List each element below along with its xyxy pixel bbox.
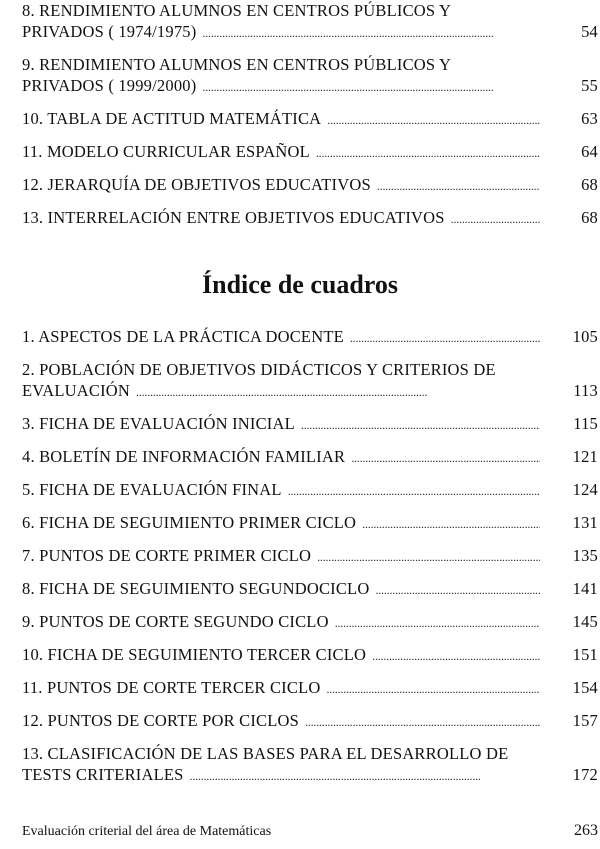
toc-page-number: 157	[572, 711, 598, 730]
toc-entry-last-line	[22, 413, 598, 436]
toc-page-number: 145	[572, 612, 598, 631]
page-number: 263	[574, 822, 598, 839]
toc-entry-text: 13. INTERRELACIÓN ENTRE OBJETIVOS EDUCATIVOS	[22, 208, 445, 227]
toc-entry-last-line	[22, 326, 598, 349]
toc-entry	[22, 545, 598, 568]
dot-leader	[202, 23, 540, 44]
toc-entry-last-line	[22, 108, 598, 131]
toc-entry-text: 7. PUNTOS DE CORTE PRIMER CICLO	[22, 546, 312, 565]
toc-entry	[22, 644, 598, 667]
toc-entry-text: 4. BOLETÍN DE INFORMACIÓN FAMILIAR	[22, 447, 346, 466]
toc-page-number: 64	[581, 142, 598, 161]
toc-entry	[22, 326, 598, 349]
toc-entry-last-line	[22, 710, 598, 733]
toc-entry-text: 11. MODELO CURRICULAR ESPAÑOL	[22, 142, 310, 161]
toc-page-number: 131	[572, 513, 598, 532]
dot-leader	[190, 766, 540, 787]
toc-entry-text: 6. FICHA DE SEGUIMIENTO PRIMER CICLO	[22, 513, 357, 532]
toc-entry	[22, 479, 598, 502]
toc-entry	[22, 677, 598, 700]
dot-leader	[316, 143, 540, 164]
toc-entry-text: 8. FICHA DE SEGUIMIENTO SEGUNDOCICLO	[22, 579, 370, 598]
toc-entry-last-line	[22, 446, 598, 469]
toc-entry-text: 3. FICHA DE EVALUACIÓN INICIAL	[22, 414, 295, 433]
toc-entry-last-line	[22, 512, 598, 535]
dot-leader	[362, 514, 540, 535]
toc-entry-last-line	[22, 207, 598, 230]
toc-page-number: 63	[581, 109, 598, 128]
toc-entry-last-line	[22, 21, 598, 44]
toc-page-number: 68	[581, 208, 598, 227]
toc-entry-last-line	[22, 764, 598, 787]
running-title: Evaluación criterial del área de Matemáticas	[22, 824, 272, 839]
toc-entry	[22, 578, 598, 601]
toc-entry	[22, 359, 598, 403]
toc-entry	[22, 743, 598, 787]
dot-leader	[372, 646, 540, 667]
toc-page-number: 55	[581, 76, 598, 95]
toc-entry-text: 9. PUNTOS DE CORTE SEGUNDO CICLO	[22, 612, 329, 631]
dot-leader	[288, 481, 540, 502]
toc-page-number: 113	[573, 381, 598, 400]
toc-entry	[22, 141, 598, 164]
dot-leader	[301, 415, 540, 436]
toc-entry	[22, 413, 598, 436]
dot-leader	[451, 209, 540, 230]
toc-entry	[22, 54, 598, 98]
toc-entry	[22, 207, 598, 230]
toc-entry-text: PRIVADOS ( 1999/2000)	[22, 76, 197, 95]
dot-leader	[136, 382, 540, 403]
toc-entry	[22, 174, 598, 197]
toc-entry-text: 8. RENDIMIENTO ALUMNOS EN CENTROS PÚBLICOS Y	[22, 1, 452, 20]
toc-entry	[22, 0, 598, 44]
toc-entry	[22, 611, 598, 634]
toc-page-number: 54	[581, 22, 598, 41]
toc-entry-last-line	[22, 644, 598, 667]
toc-page-number: 115	[573, 414, 598, 433]
toc-entry	[22, 710, 598, 733]
toc-entry	[22, 108, 598, 131]
dot-leader	[351, 448, 540, 469]
dot-leader	[350, 328, 540, 349]
toc-entry-last-line	[22, 380, 598, 403]
toc-entry-last-line	[22, 174, 598, 197]
toc-entry-text: 10. FICHA DE SEGUIMIENTO TERCER CICLO	[22, 645, 367, 664]
dot-leader	[317, 547, 540, 568]
toc-entry-text: PRIVADOS ( 1974/1975)	[22, 22, 197, 41]
toc-page-number: 141	[572, 579, 598, 598]
dot-leader	[327, 110, 540, 131]
toc-entry-text: 5. FICHA DE EVALUACIÓN FINAL	[22, 480, 282, 499]
dot-leader	[326, 679, 540, 700]
toc-entry-last-line	[22, 479, 598, 502]
toc-entry-text: 13. CLASIFICACIÓN DE LAS BASES PARA EL DESARROLLO DE	[22, 744, 509, 763]
toc-entry-last-line	[22, 611, 598, 634]
dot-leader	[305, 712, 540, 733]
toc-entry-last-line	[22, 677, 598, 700]
toc-entry-text: 12. PUNTOS DE CORTE POR CICLOS	[22, 711, 299, 730]
toc-entry-text: TESTS CRITERIALES	[22, 765, 184, 784]
toc-page-number: 172	[572, 765, 598, 784]
dot-leader	[335, 613, 540, 634]
toc-entry-text: 1. ASPECTOS DE LA PRÁCTICA DOCENTE	[22, 327, 344, 346]
toc-page-number: 124	[572, 480, 598, 499]
toc-entry-text: 9. RENDIMIENTO ALUMNOS EN CENTROS PÚBLICOS Y	[22, 55, 452, 74]
dot-leader	[377, 176, 540, 197]
tables-index-title: Índice de cuadros	[202, 270, 398, 299]
toc-page-number: 151	[572, 645, 598, 664]
toc-entry-text: 10. TABLA DE ACTITUD MATEMÁTICA	[22, 109, 322, 128]
page-footer	[22, 822, 598, 840]
toc-page-number: 68	[581, 175, 598, 194]
toc-entry-last-line	[22, 75, 598, 98]
toc-entry	[22, 512, 598, 535]
dot-leader	[375, 580, 540, 601]
toc-entry-last-line	[22, 578, 598, 601]
toc-page-number: 135	[572, 546, 598, 565]
toc-page-number: 154	[572, 678, 598, 697]
toc-page-number: 105	[572, 327, 598, 346]
toc-entry	[22, 446, 598, 469]
toc-entry-last-line	[22, 141, 598, 164]
toc-entry-text: 11. PUNTOS DE CORTE TERCER CICLO	[22, 678, 321, 697]
toc-entry-text: EVALUACIÓN	[22, 381, 131, 400]
toc-entry-text: 2. POBLACIÓN DE OBJETIVOS DIDÁCTICOS Y CRITERIOS DE	[22, 360, 496, 379]
dot-leader	[202, 77, 540, 98]
toc-entry-text: 12. JERARQUÍA DE OBJETIVOS EDUCATIVOS	[22, 175, 371, 194]
toc-entry-last-line	[22, 545, 598, 568]
toc-page-number: 121	[572, 447, 598, 466]
